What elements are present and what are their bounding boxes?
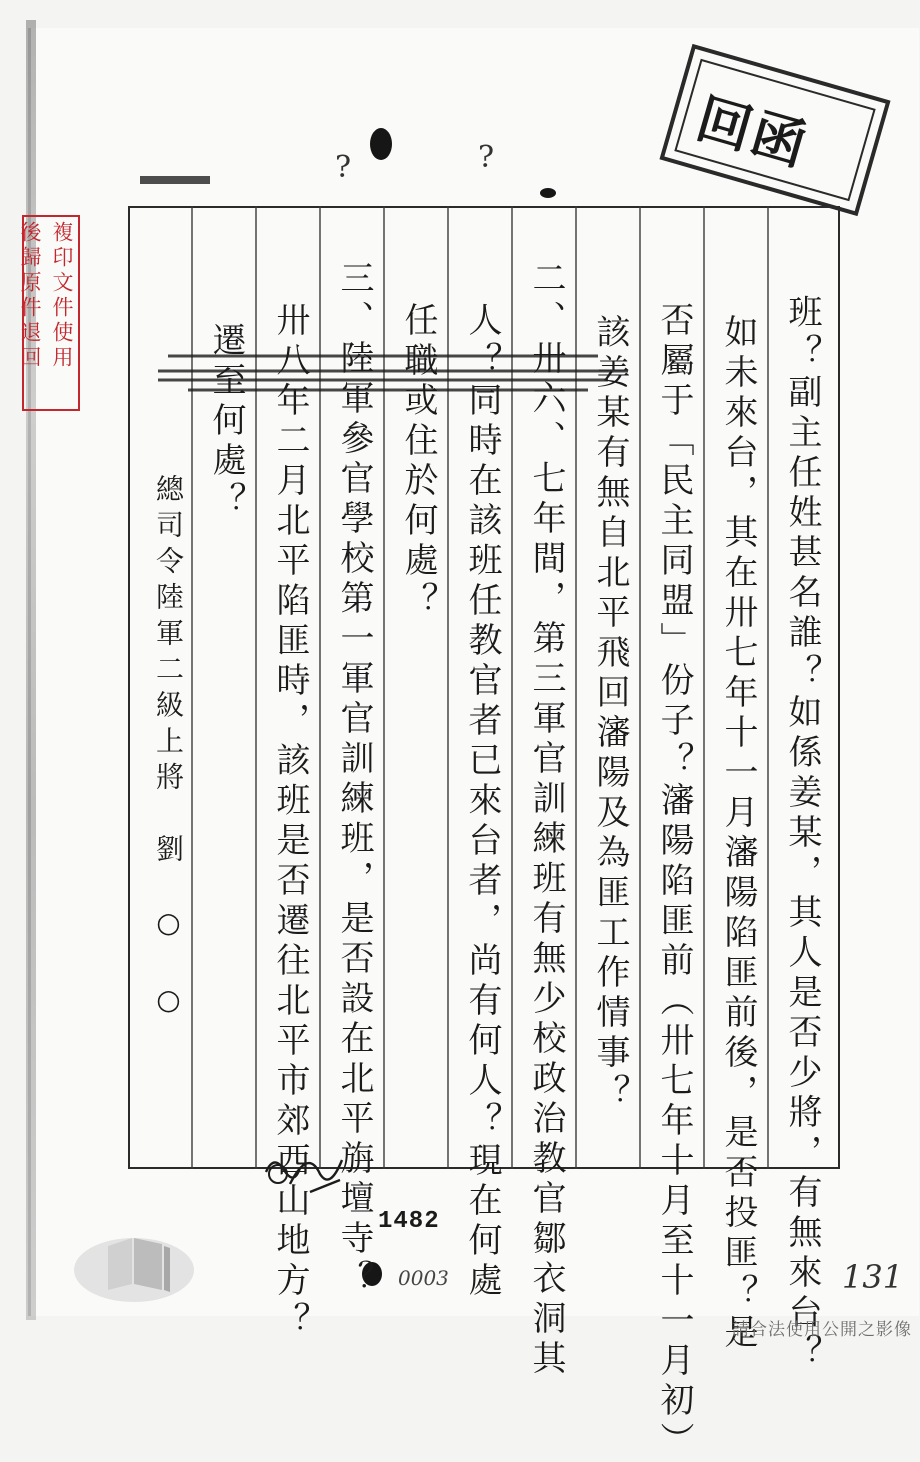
stray-mark: ? [478, 140, 495, 175]
form-line-1: 班？副主任姓甚名誰？如係姜某，其人是否少將，有無來台？ [782, 294, 822, 1374]
form-line-3: 否屬于「民主同盟」份子？瀋陽陷匪前（卅七年十月至十一月初） [654, 302, 694, 1462]
stamp-line-1: 複印文件使用 [50, 221, 74, 371]
archive-logo-icon [68, 1220, 200, 1310]
signature-drawing [260, 1140, 350, 1200]
scan-streak-top [140, 176, 210, 184]
ink-blot [370, 128, 392, 160]
stray-mark: ? [335, 150, 352, 185]
archive-logo-drawing [68, 1220, 200, 1310]
form-line-6: 人？同時在該班任教官者已來台者，尚有何人？現在何處 [462, 302, 502, 1302]
folio-number: 131 [842, 1258, 904, 1296]
stamp-line-2: 後歸原件退回 [18, 221, 42, 371]
page-number: 1482 [378, 1208, 440, 1235]
form-line-2: 如未來台，其在卅七年十一月瀋陽陷匪前後，是否投匪？是 [718, 314, 758, 1354]
form-line-5: 二、卅六、七年間，第三軍官訓練班有無少校政治教官鄒衣洞其 [526, 260, 566, 1380]
ink-blot [540, 188, 556, 198]
handwritten-signature [260, 1140, 350, 1200]
form-line-9: 卅八年二月北平陷匪時，該班是否遷往北平市郊西山地方？ [270, 302, 310, 1342]
copy-stamp [18, 215, 80, 411]
form-line-4: 該姜某有無自北平飛回瀋陽及為匪工作情事？ [590, 314, 630, 1114]
form-line-7: 任職或住於何處？ [398, 302, 438, 622]
form-line-10: 遷至何處？ [206, 322, 246, 522]
usage-notice: 請合法使用公開之影像 [732, 1320, 912, 1340]
signature-line: 總司令陸軍二級上將 劉 ○ ○ [152, 474, 185, 1024]
form-line-8: 三、陸軍參官學校第一軍官訓練班，是否設在北平旃壇寺？ [334, 260, 374, 1300]
header-mark-text: 回函 [689, 85, 816, 179]
archive-number: 0003 [398, 1266, 449, 1290]
